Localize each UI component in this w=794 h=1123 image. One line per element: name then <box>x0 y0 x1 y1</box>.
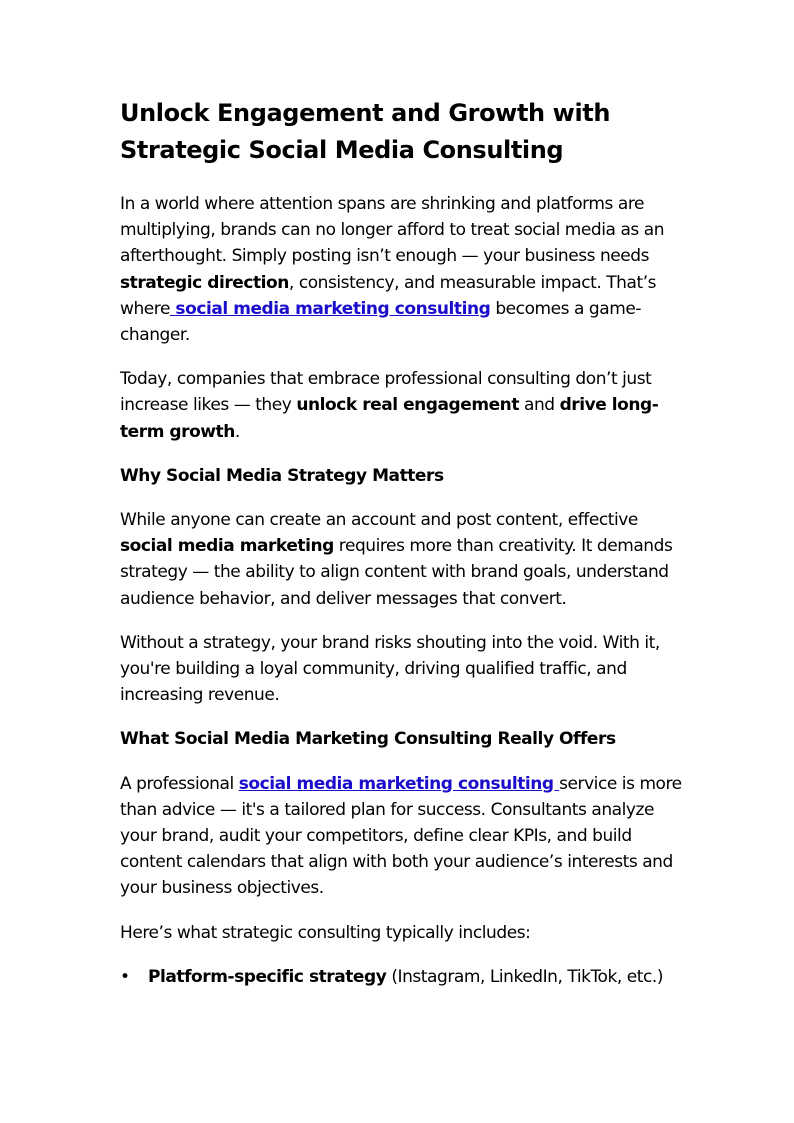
bullet-icon: • <box>120 966 130 987</box>
why-heading: Why Social Media Strategy Matters <box>120 465 444 486</box>
intro-bold-strategic-direction: strategic direction <box>120 272 289 293</box>
professional-text-2: service is more than advice — it's a tailored plan for success. Consultants analyze your brand, audit your competitors, define clear KPIs, and build content calendars that align with both your audience’s interests and your business objectives. <box>120 773 682 899</box>
page-title: Unlock Engagement and Growth with Strategic Social Media Consulting <box>120 99 611 164</box>
document-page <box>120 95 690 990</box>
list-item-text: (Instagram, LinkedIn, TikTok, etc.) <box>386 966 664 987</box>
intro-text-2: , consistency, and measurable impact. That’s where <box>120 272 657 319</box>
today-text-3: . <box>234 421 240 442</box>
while-paragraph <box>120 507 690 612</box>
today-text-1: Today, companies that embrace professional consulting don’t just increase likes — they <box>120 369 652 416</box>
professional-text-1: A professional <box>120 773 239 794</box>
social-media-consulting-link-2[interactable]: social media marketing consulting <box>238 773 560 794</box>
today-paragraph <box>120 366 690 445</box>
intro-paragraph <box>120 191 690 348</box>
list-item <box>120 964 690 990</box>
while-text-1: While anyone can create an account and post content, effective <box>120 510 638 531</box>
intro-text-1: In a world where attention spans are shrinking and platforms are multiplying, brands can no longer afford to treat social media as an afterthought. Simply posting isn’t enough — your business needs <box>120 194 665 267</box>
without-paragraph: Without a strategy, your brand risks shouting into the void. With it, you're building a loyal community, driving qualified traffic, and increasing revenue. <box>120 632 660 706</box>
today-bold-drive-growth: drive long-term growth <box>120 395 659 442</box>
list-item-bold: Platform-specific strategy <box>148 966 387 987</box>
social-media-consulting-link-1[interactable]: social media marketing consulting <box>169 298 491 319</box>
includes-list <box>120 964 690 990</box>
while-text-2: requires more than creativity. It demands strategy — the ability to align content with brand goals, understand audience behavior, and deliver messages that convert. <box>120 536 673 609</box>
intro-text-3: becomes a game-changer. <box>120 298 642 346</box>
what-heading: What Social Media Marketing Consulting Really Offers <box>120 729 616 750</box>
while-bold-smm: social media marketing <box>120 536 334 557</box>
today-bold-unlock-engagement: unlock real engagement <box>296 395 520 416</box>
includes-paragraph: Here’s what strategic consulting typically includes: <box>120 922 531 943</box>
professional-paragraph <box>120 771 690 902</box>
today-text-2: and <box>519 395 560 416</box>
